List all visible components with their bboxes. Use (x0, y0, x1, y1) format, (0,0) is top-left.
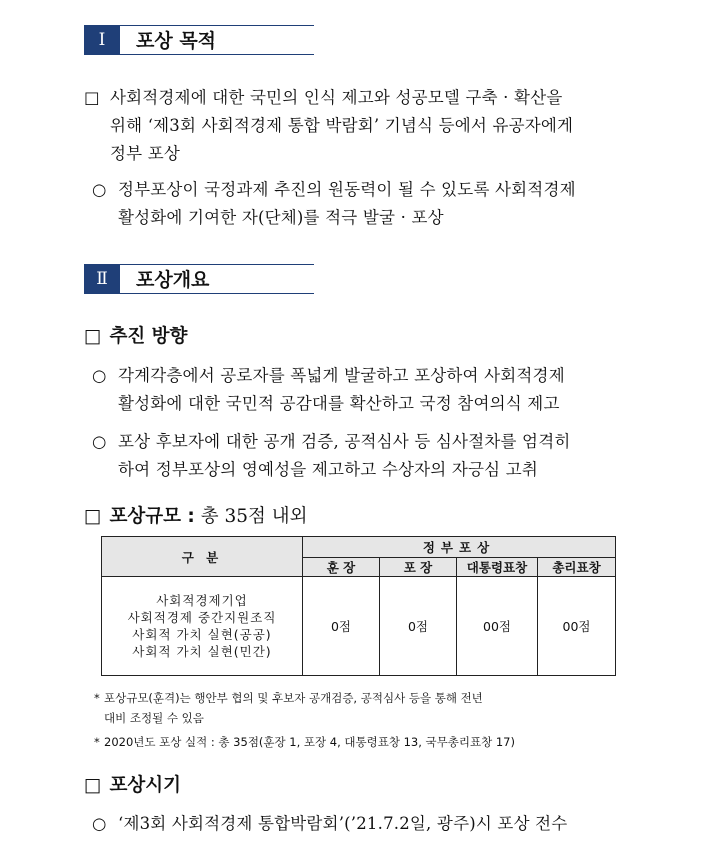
table-value-cell: 0점 (303, 577, 380, 676)
direction-item (92, 362, 632, 418)
table-header-col: 총리표창 (538, 558, 616, 577)
purpose-line: 위해 ‘제3회 사회적경제 통합 박람회’ 기념식 등에서 유공자에게 (110, 116, 574, 135)
category-line: 사회적 가치 실현(민간) (132, 644, 272, 659)
timing-title: 포상시기 (109, 775, 181, 796)
purpose-sub-line: 정부포상이 국정과제 추진의 원동력이 될 수 있도록 사회적경제 (118, 180, 576, 199)
circle-bullet-icon: ○ (92, 180, 107, 199)
footnote-line: 2020년도 포상 실적 : 총 35점(훈장 1, 포장 4, 대통령표창 13, 국무총리표창 17) (104, 735, 515, 749)
table-category-cell (102, 577, 303, 676)
direction-line: 각계각층에서 공로자를 폭넓게 발굴하고 포상하여 사회적경제 (118, 366, 565, 385)
direction-line: 활성화에 대한 국민적 공감대를 확산하고 국정 참여의식 제고 (118, 394, 560, 413)
checkbox-bullet-icon: □ (84, 88, 100, 107)
checkbox-bullet-icon: □ (84, 326, 102, 347)
asterisk-icon: * (94, 691, 100, 705)
timing-heading (84, 771, 181, 797)
header-rule-bottom (120, 54, 314, 55)
checkbox-bullet-icon: □ (84, 775, 102, 796)
direction-item (92, 428, 632, 484)
direction-title: 추진 방향 (109, 326, 188, 347)
footnote-line: 대비 조정될 수 있음 (104, 711, 204, 725)
table-header-col: 훈 장 (303, 558, 380, 577)
section-1-title: 포상 목적 (136, 30, 217, 52)
table-value-cell: 00점 (457, 577, 538, 676)
direction-line: 포상 후보자에 대한 공개 검증, 공적심사 등 심사절차를 엄격히 (118, 432, 571, 451)
section-2-title: 포상개요 (136, 269, 210, 291)
timing-line: ‘제3회 사회적경제 통합박람회’(’21.7.2일, 광주)시 포상 전수 (118, 814, 568, 833)
table-header-category: 구 분 (102, 537, 303, 577)
asterisk-icon: * (94, 735, 100, 749)
purpose-sub-line: 활성화에 기여한 자(단체)를 적극 발굴 · 포상 (118, 208, 444, 227)
circle-bullet-icon: ○ (92, 432, 107, 451)
scale-value: 총 35점 내외 (194, 506, 308, 527)
section-2-number: Ⅱ (84, 264, 120, 294)
direction-heading (84, 322, 187, 348)
section-2-header (84, 264, 314, 294)
category-line: 사회적경제기업 (156, 593, 248, 608)
checkbox-bullet-icon: □ (84, 506, 102, 527)
footnote (94, 688, 624, 728)
timing-item (92, 810, 652, 838)
award-scale-table (101, 536, 616, 676)
table-header-col: 대통령표창 (457, 558, 538, 577)
category-line: 사회적 가치 실현(공공) (132, 627, 272, 642)
circle-bullet-icon: ○ (92, 814, 107, 833)
section-1-number: Ⅰ (84, 25, 120, 55)
purpose-sub-item (92, 176, 632, 232)
category-line: 사회적경제 중간지원조직 (127, 610, 277, 625)
scale-title: 포상규모 : (109, 506, 195, 527)
table-header-col: 포 장 (380, 558, 457, 577)
scale-heading (84, 502, 307, 528)
purpose-line: 사회적경제에 대한 국민의 인식 제고와 성공모델 구축 · 확산을 (110, 88, 563, 107)
table-header-group: 정부포상 (303, 537, 616, 558)
footnote-line: 포상규모(훈격)는 행안부 협의 및 후보자 공개검증, 공적심사 등을 통해 전년 (104, 691, 483, 705)
footnote (94, 732, 624, 752)
direction-line: 하여 정부포상의 영예성을 제고하고 수상자의 자긍심 고취 (118, 460, 539, 479)
header-rule-bottom (120, 293, 314, 294)
purpose-item (84, 84, 624, 168)
circle-bullet-icon: ○ (92, 366, 107, 385)
table-value-cell: 0점 (380, 577, 457, 676)
purpose-line: 정부 포상 (110, 144, 181, 163)
section-1-header (84, 25, 314, 55)
table-value-cell: 00점 (538, 577, 616, 676)
